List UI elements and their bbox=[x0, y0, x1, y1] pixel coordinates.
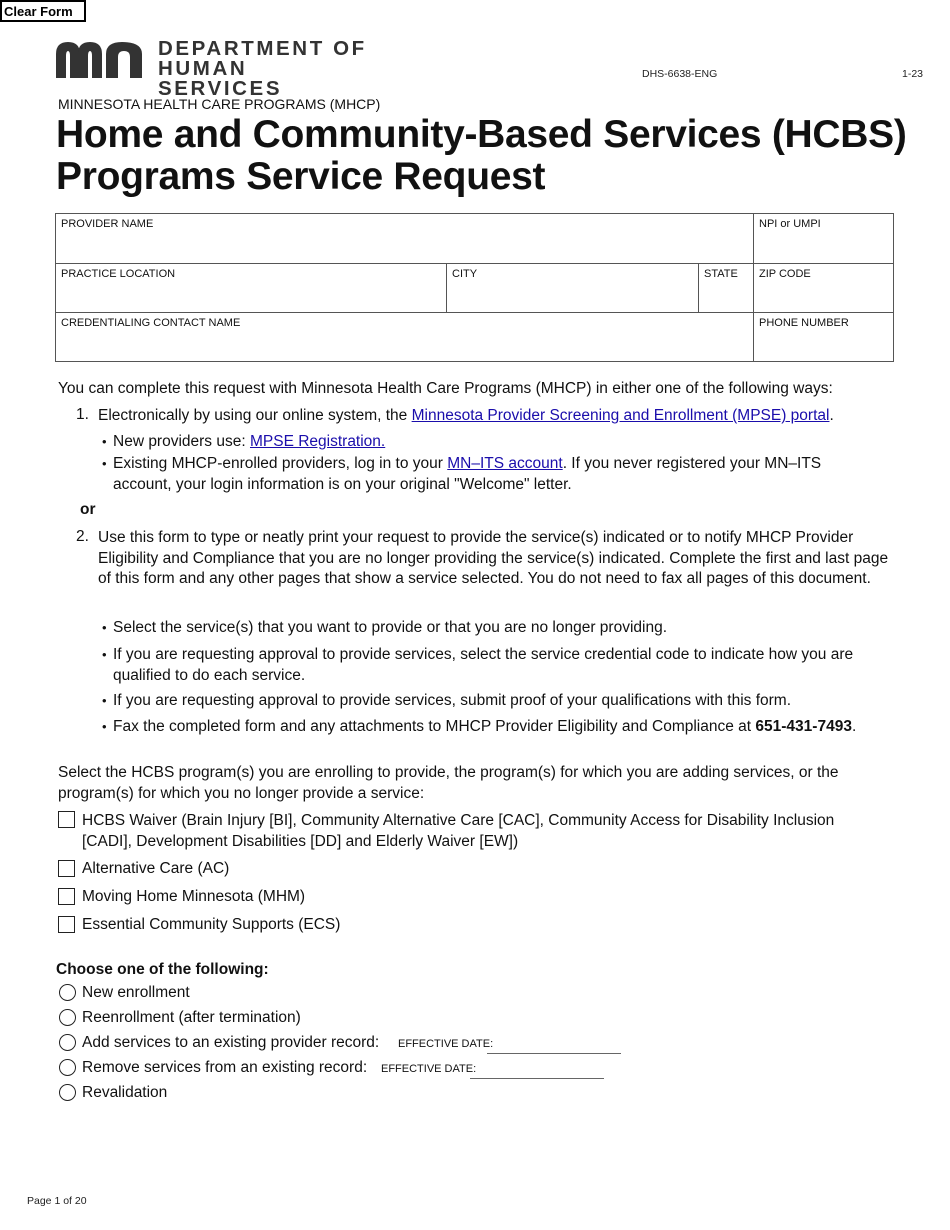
bullet: • bbox=[102, 434, 107, 449]
bullet-submit-proof: If you are requesting approval to provide services, submit proof of your qualifications with this form. bbox=[113, 692, 792, 709]
programs-prompt: Select the HCBS program(s) you are enrolling to provide, the program(s) for which you are adding services, or the program(s) for which you no longer provide a service: bbox=[58, 764, 839, 802]
contact-name-input[interactable] bbox=[60, 342, 744, 358]
provider-name-label: PROVIDER NAME bbox=[61, 218, 154, 230]
npi-cell bbox=[754, 214, 893, 264]
choice-heading: Choose one of the following: bbox=[56, 961, 269, 978]
logo-text: DEPARTMENT OF HUMAN SERVICES bbox=[158, 37, 367, 100]
state-cell bbox=[699, 264, 754, 313]
phone-cell bbox=[754, 313, 893, 361]
revalidation-radio[interactable] bbox=[59, 1084, 76, 1101]
contact-name-cell bbox=[56, 313, 754, 361]
provider-info-table bbox=[55, 213, 894, 362]
state-input[interactable] bbox=[703, 293, 751, 309]
practice-location-cell bbox=[56, 264, 447, 313]
remove-services-radio[interactable] bbox=[59, 1059, 76, 1076]
bullet: • bbox=[102, 456, 107, 471]
form-revision: 1-23 bbox=[902, 68, 924, 80]
add-services-radio[interactable] bbox=[59, 1034, 76, 1051]
contact-name-label: CREDENTIALING CONTACT NAME bbox=[61, 317, 241, 329]
add-effective-date-input[interactable] bbox=[487, 1053, 621, 1054]
option-2-text: Use this form to type or neatly print your request to provide the service(s) indicated or to notify MHCP Provider Eligibility and Compliance that you are no longer providing the service(s) indicated. Complete the first and last page of this form and any other pages that show a service selected. You do not need to fax all pages of this document. bbox=[98, 529, 889, 587]
reenrollment-radio[interactable] bbox=[59, 1009, 76, 1026]
dhs-logo bbox=[56, 37, 376, 100]
zip-input[interactable] bbox=[758, 293, 887, 309]
moving-home-label: Moving Home Minnesota (MHM) bbox=[82, 888, 306, 905]
bullet-select-services: Select the service(s) that you want to provide or that you are no longer providing. bbox=[113, 619, 667, 636]
npi-label: NPI or UMPI bbox=[759, 218, 821, 230]
practice-location-label: PRACTICE LOCATION bbox=[61, 268, 176, 280]
new-enrollment-label: New enrollment bbox=[82, 984, 190, 1001]
zip-cell bbox=[754, 264, 893, 313]
mn-logo-icon bbox=[56, 40, 148, 78]
program-name: MINNESOTA HEALTH CARE PROGRAMS (MHCP) bbox=[58, 96, 381, 112]
or-separator: or bbox=[80, 501, 96, 518]
city-cell bbox=[447, 264, 699, 313]
bullet-credential-code: If you are requesting approval to provide services, select the service credential code to indicate how you are qualified to do each service. bbox=[113, 646, 854, 684]
new-enrollment-radio[interactable] bbox=[59, 984, 76, 1001]
bullet-new-providers: New providers use: MPSE Registration. bbox=[113, 433, 386, 450]
state-label: STATE bbox=[704, 268, 738, 280]
remove-effective-date-input[interactable] bbox=[470, 1078, 604, 1079]
mn-its-account-link[interactable]: MN–ITS account bbox=[447, 455, 563, 472]
fax-number: 651-431-7493 bbox=[755, 718, 852, 735]
hcbs-waiver-checkbox[interactable] bbox=[58, 811, 75, 828]
page-title: Home and Community-Based Services (HCBS) Programs Service Request bbox=[56, 113, 907, 198]
phone-label: PHONE NUMBER bbox=[759, 317, 849, 329]
hcbs-waiver-label: HCBS Waiver (Brain Injury [BI], Community Alternative Care [CAC], Community Access for Disability Inclusion [CADI], Development Disabilities [DD] and Elderly Waiver [EW]) bbox=[82, 812, 835, 850]
bullet: • bbox=[102, 693, 107, 708]
option-2-number: 2. bbox=[76, 528, 89, 545]
bullet: • bbox=[102, 620, 107, 635]
phone-input[interactable] bbox=[758, 342, 887, 358]
bullet: • bbox=[102, 647, 107, 662]
form-id: DHS-6638-ENG bbox=[642, 68, 718, 80]
ecs-label: Essential Community Supports (ECS) bbox=[82, 916, 341, 933]
add-effective-date-label: EFFECTIVE DATE: bbox=[398, 1038, 494, 1050]
bullet-existing-providers: Existing MHCP-enrolled providers, log in to your MN–ITS account. If you never registered your MN–ITS account, your login information is on your original "Welcome" letter. bbox=[113, 455, 822, 493]
add-services-label: Add services to an existing provider record: bbox=[82, 1034, 380, 1051]
alternative-care-label: Alternative Care (AC) bbox=[82, 860, 230, 877]
option-1-number: 1. bbox=[76, 406, 89, 423]
revalidation-label: Revalidation bbox=[82, 1084, 168, 1101]
moving-home-checkbox[interactable] bbox=[58, 888, 75, 905]
bullet-fax: Fax the completed form and any attachments to MHCP Provider Eligibility and Compliance at 651-431-7493. bbox=[113, 718, 857, 735]
city-label: CITY bbox=[452, 268, 478, 280]
city-input[interactable] bbox=[451, 293, 693, 309]
provider-name-input[interactable] bbox=[60, 244, 744, 260]
practice-location-input[interactable] bbox=[60, 293, 439, 309]
reenrollment-label: Reenrollment (after termination) bbox=[82, 1009, 301, 1026]
alternative-care-checkbox[interactable] bbox=[58, 860, 75, 877]
mpse-registration-link[interactable]: MPSE Registration. bbox=[249, 433, 386, 450]
clear-form-button[interactable]: Clear Form bbox=[0, 0, 86, 22]
zip-label: ZIP CODE bbox=[759, 268, 811, 280]
mpse-portal-link[interactable]: Minnesota Provider Screening and Enrollment (MPSE) portal bbox=[411, 407, 830, 424]
provider-name-cell bbox=[56, 214, 754, 264]
option-1-text: Electronically by using our online system, the Minnesota Provider Screening and Enrollment (MPSE) portal. bbox=[98, 407, 834, 424]
page-number: Page 1 of 20 bbox=[27, 1195, 87, 1207]
remove-services-label: Remove services from an existing record: bbox=[82, 1059, 368, 1076]
ecs-checkbox[interactable] bbox=[58, 916, 75, 933]
bullet: • bbox=[102, 719, 107, 734]
intro-text: You can complete this request with Minnesota Health Care Programs (MHCP) in either one of the following ways: bbox=[58, 380, 833, 397]
remove-effective-date-label: EFFECTIVE DATE: bbox=[381, 1063, 477, 1075]
npi-input[interactable] bbox=[758, 244, 887, 260]
